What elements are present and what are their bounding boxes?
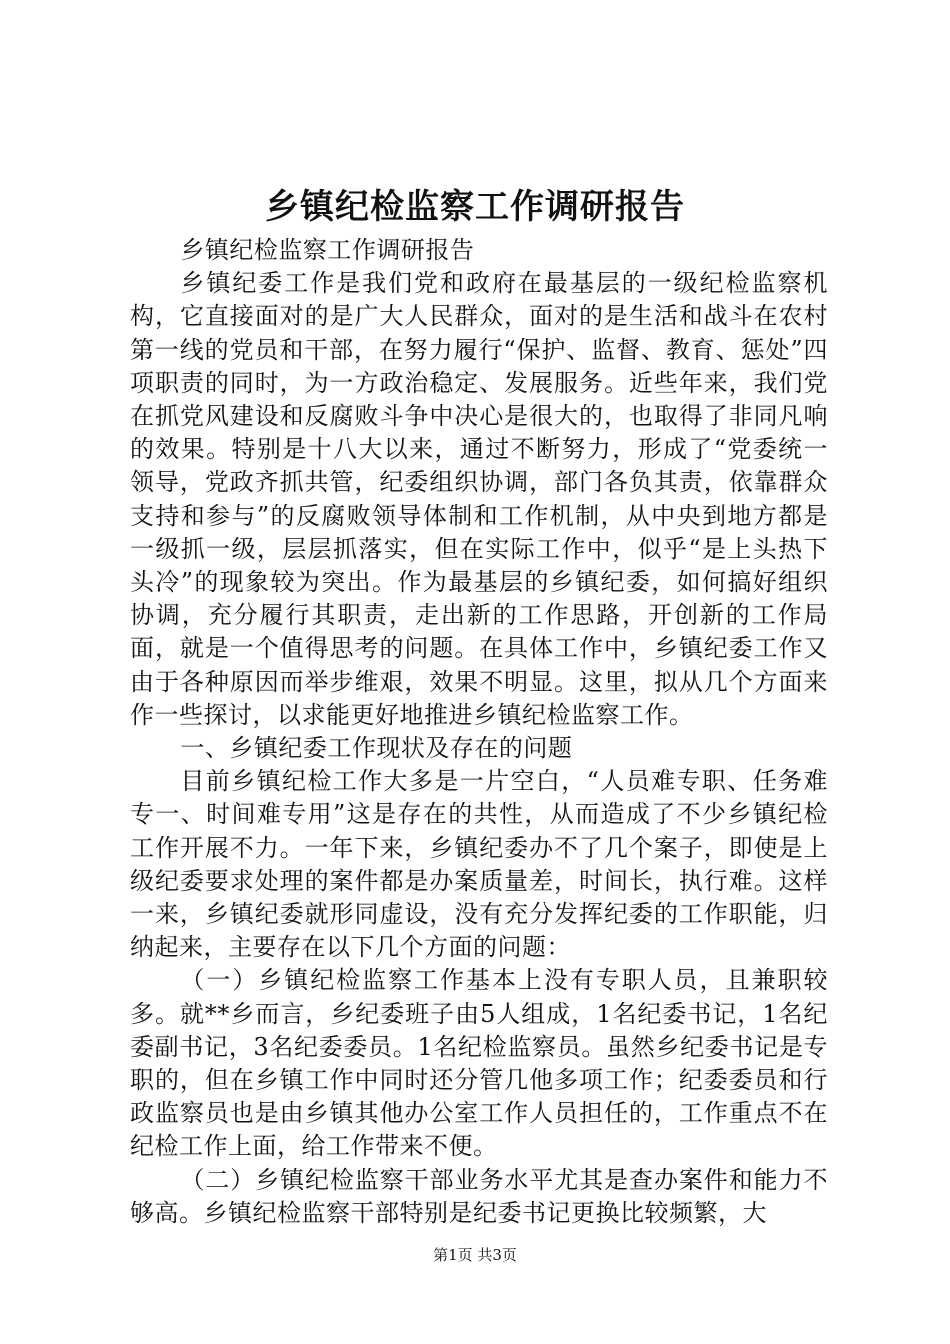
document-title: 乡镇纪检监察工作调研报告 <box>265 187 685 227</box>
page-footer: 第1页 共3页 <box>433 1246 517 1264</box>
section-heading-1: 一、乡镇纪委工作现状及存在的问题 <box>180 734 573 763</box>
document-body <box>130 234 828 1230</box>
paragraph-issue-2: （二）乡镇纪检监察干部业务水平尤其是查办案件和能力不够高。乡镇纪检监察干部特别是纪委书记更换比较频繁，大 <box>130 1165 828 1227</box>
paragraph-subtitle: 乡镇纪检监察工作调研报告 <box>180 236 475 264</box>
paragraph-status: 目前乡镇纪检工作大多是一片空白，“人员难专职、任务难专一、时间难专用”这是存在的共性，从而造成了不少乡镇纪检工作开展不力。一年下来，乡镇纪委办不了几个案子，即使是上级纪委要求处理的案件都是办案质量差，时间长，执行难。这样一来，乡镇纪委就形同虚设，没有充分发挥纪委的工作职能，归纳起来，主要存在以下几个方面的问题： <box>130 767 828 962</box>
paragraph-issue-1: （一）乡镇纪检监察工作基本上没有专职人员，且兼职较多。就**乡而言，乡纪委班子由5人组成，1名纪委书记，1名纪委副书记，3名纪委委员。1名纪检监察员。虽然乡纪委书记是专职的，但在乡镇工作中同时还分管几他多项工作；纪委委员和行政监察员也是由乡镇其他办公室工作人员担任的，工作重点不在纪检工作上面，给工作带来不便。 <box>130 966 828 1161</box>
paragraph-intro: 乡镇纪委工作是我们党和政府在最基层的一级纪检监察机构，它直接面对的是广大人民群众，面对的是生活和战斗在农村第一线的党员和干部，在努力履行“保护、监督、教育、惩处”四项职责的同时，为一方政治稳定、发展服务。近些年来，我们党在抓党风建设和反腐败斗争中决心是很大的，也取得了非同凡响的效果。特别是十八大以来，通过不断努力，形成了“党委统一领导，党政齐抓共管，纪委组织协调，部门各负其责，依靠群众支持和参与”的反腐败领导体制和工作机制，从中央到地方都是一级抓一级，层层抓落实，但在实际工作中，似乎“是上头热下头冷”的现象较为突出。作为最基层的乡镇纪委，如何搞好组织协调，充分履行其职责，走出新的工作思路，开创新的工作局面，就是一个值得思考的问题。在具体工作中，乡镇纪委工作又由于各种原因而举步维艰，效果不明显。这里，拟从几个方面来作一些探讨，以求能更好地推进乡镇纪检监察工作。 <box>130 269 828 729</box>
